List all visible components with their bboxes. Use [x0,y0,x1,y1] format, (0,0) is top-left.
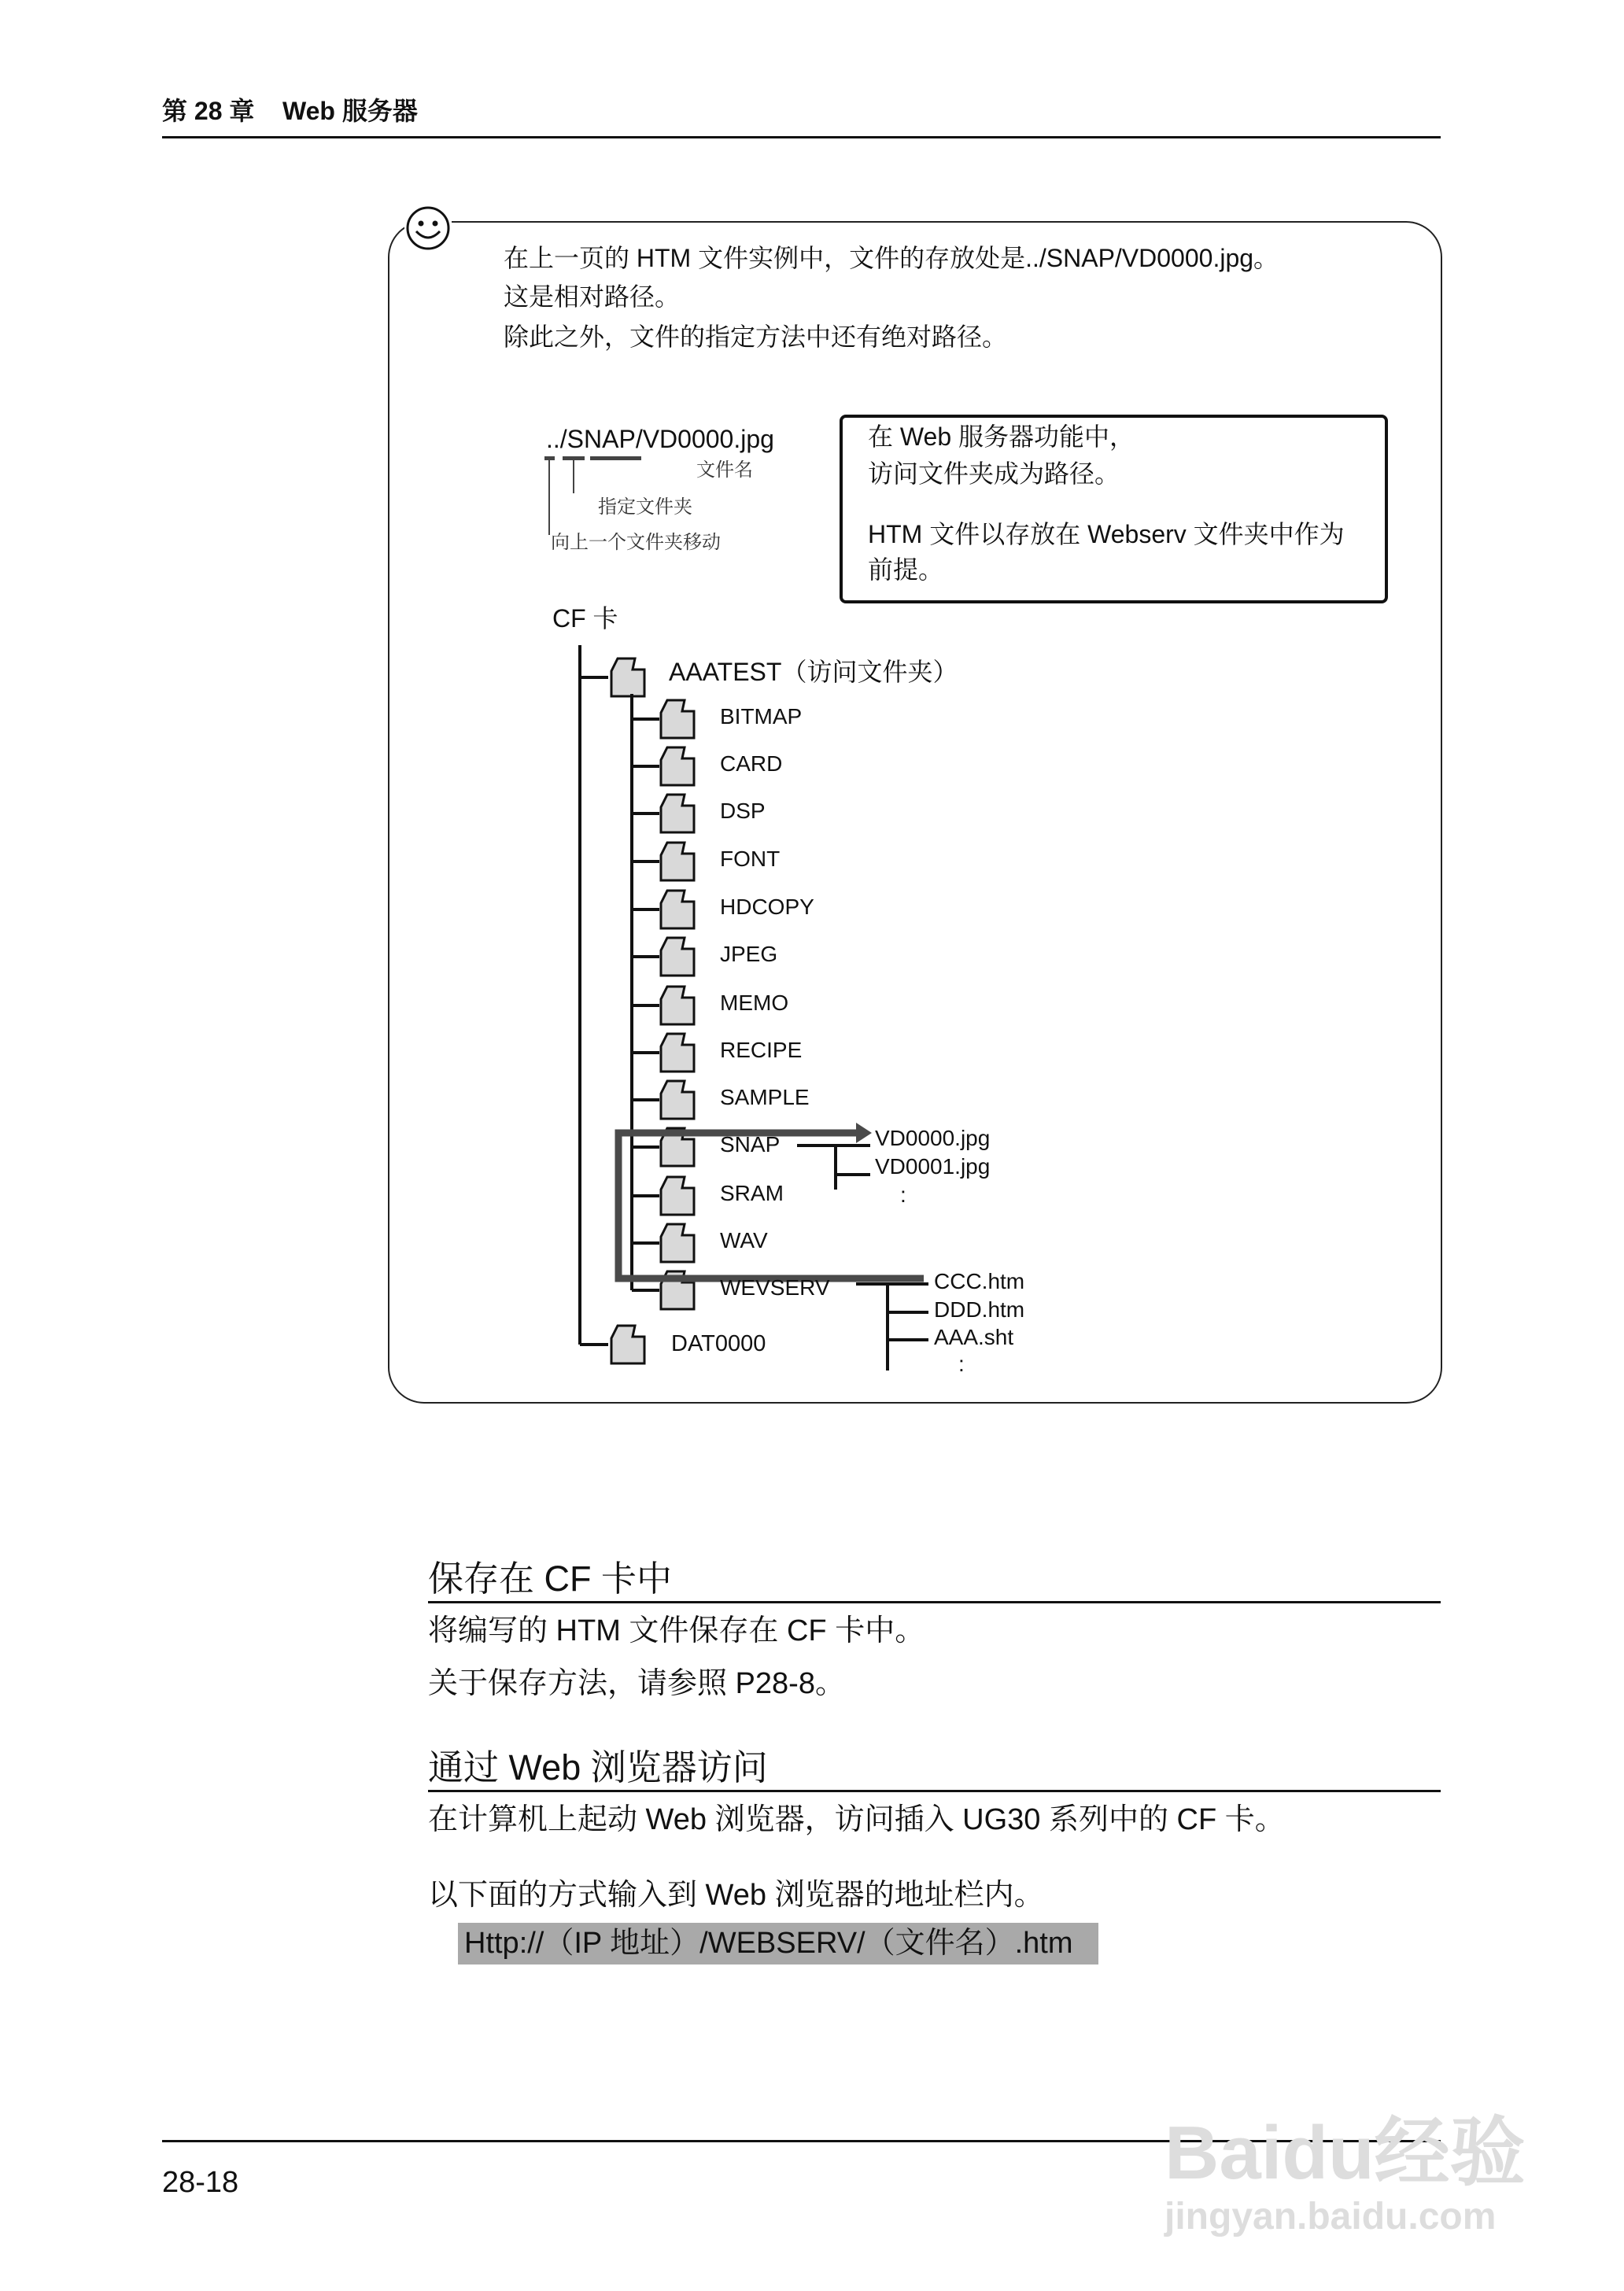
label-up: 向上一个文件夹移动 [551,532,721,553]
subfolder-label: SRAM [720,1181,784,1206]
subfolder-label: WEVSERV [720,1275,830,1300]
chapter-number: 第 28 章 [162,97,255,125]
section-text: 关于保存方法，请参照 P28-8。 [428,1667,845,1700]
note-box [388,221,1442,1404]
note-line: 除此之外，文件的指定方法中还有绝对路径。 [504,323,1008,351]
header-rule [162,136,1441,138]
subfolder-label: WAV [720,1228,768,1253]
subfolder-label: SNAP [720,1132,781,1157]
subfolder-label: RECIPE [720,1038,803,1063]
note-line: 在上一页的 HTM 文件实例中，文件的存放处是../SNAP/VD0000.jpg。 [504,244,1279,272]
section-rule [428,1790,1441,1792]
webserv-file-label: DDD.htm [934,1297,1025,1323]
url-format: Http://（IP 地址）/WEBSERV/（文件名）.htm [464,1927,1073,1960]
section-title: 保存在 CF 卡中 [428,1559,672,1599]
subfolder-label: FONT [720,847,781,872]
subfolder-label: MEMO [720,991,789,1016]
chapter-title: Web 服务器 [282,97,418,125]
subfolder-label: JPEG [720,942,778,967]
info-line: HTM 文件以存放在 Webserv 文件夹中作为 [868,520,1345,548]
watermark-site: jingyan.baidu.com [1164,2196,1497,2238]
webserv-file-label: CCC.htm [934,1269,1025,1294]
label-filename: 文件名 [696,459,753,481]
subfolder-label: CARD [720,751,783,777]
section-title: 通过 Web 浏览器访问 [428,1747,768,1787]
snap-file-label: : [900,1182,906,1208]
page-number: 28-18 [162,2166,239,2199]
note-line: 这是相对路径。 [504,282,681,311]
webserv-file-label: AAA.sht [934,1325,1014,1350]
access-folder-label: AAATEST（访问文件夹） [669,658,958,686]
info-line: 访问文件夹成为路径。 [868,459,1120,488]
subfolder-label: DSP [720,799,766,824]
path-example: ../SNAP/VD0000.jpg [546,425,774,453]
tree-root: CF 卡 [552,604,618,633]
subfolder-label: BITMAP [720,704,803,729]
section-rule [428,1601,1441,1603]
chapter-header [162,91,418,127]
watermark-brand: Baidu经验 [1164,2111,1526,2195]
snap-file-label: VD0001.jpg [875,1154,991,1179]
other-folder-label: DAT0000 [671,1331,766,1356]
snap-file-label: VD0000.jpg [875,1126,991,1151]
section-text: 在计算机上起动 Web 浏览器，访问插入 UG30 系列中的 CF 卡。 [428,1803,1285,1836]
webserv-file-label: : [958,1352,965,1377]
watermark-logo [1164,2093,1526,2201]
info-line: 前提。 [868,555,944,584]
label-folder: 指定文件夹 [598,496,692,518]
smiley-icon [404,205,452,252]
section-text: 以下面的方式输入到 Web 浏览器的地址栏内。 [428,1879,1044,1912]
subfolder-label: HDCOPY [720,895,814,920]
section-text: 将编写的 HTM 文件保存在 CF 卡中。 [428,1614,925,1647]
subfolder-label: SAMPLE [720,1085,810,1110]
info-line: 在 Web 服务器功能中， [868,422,1135,451]
